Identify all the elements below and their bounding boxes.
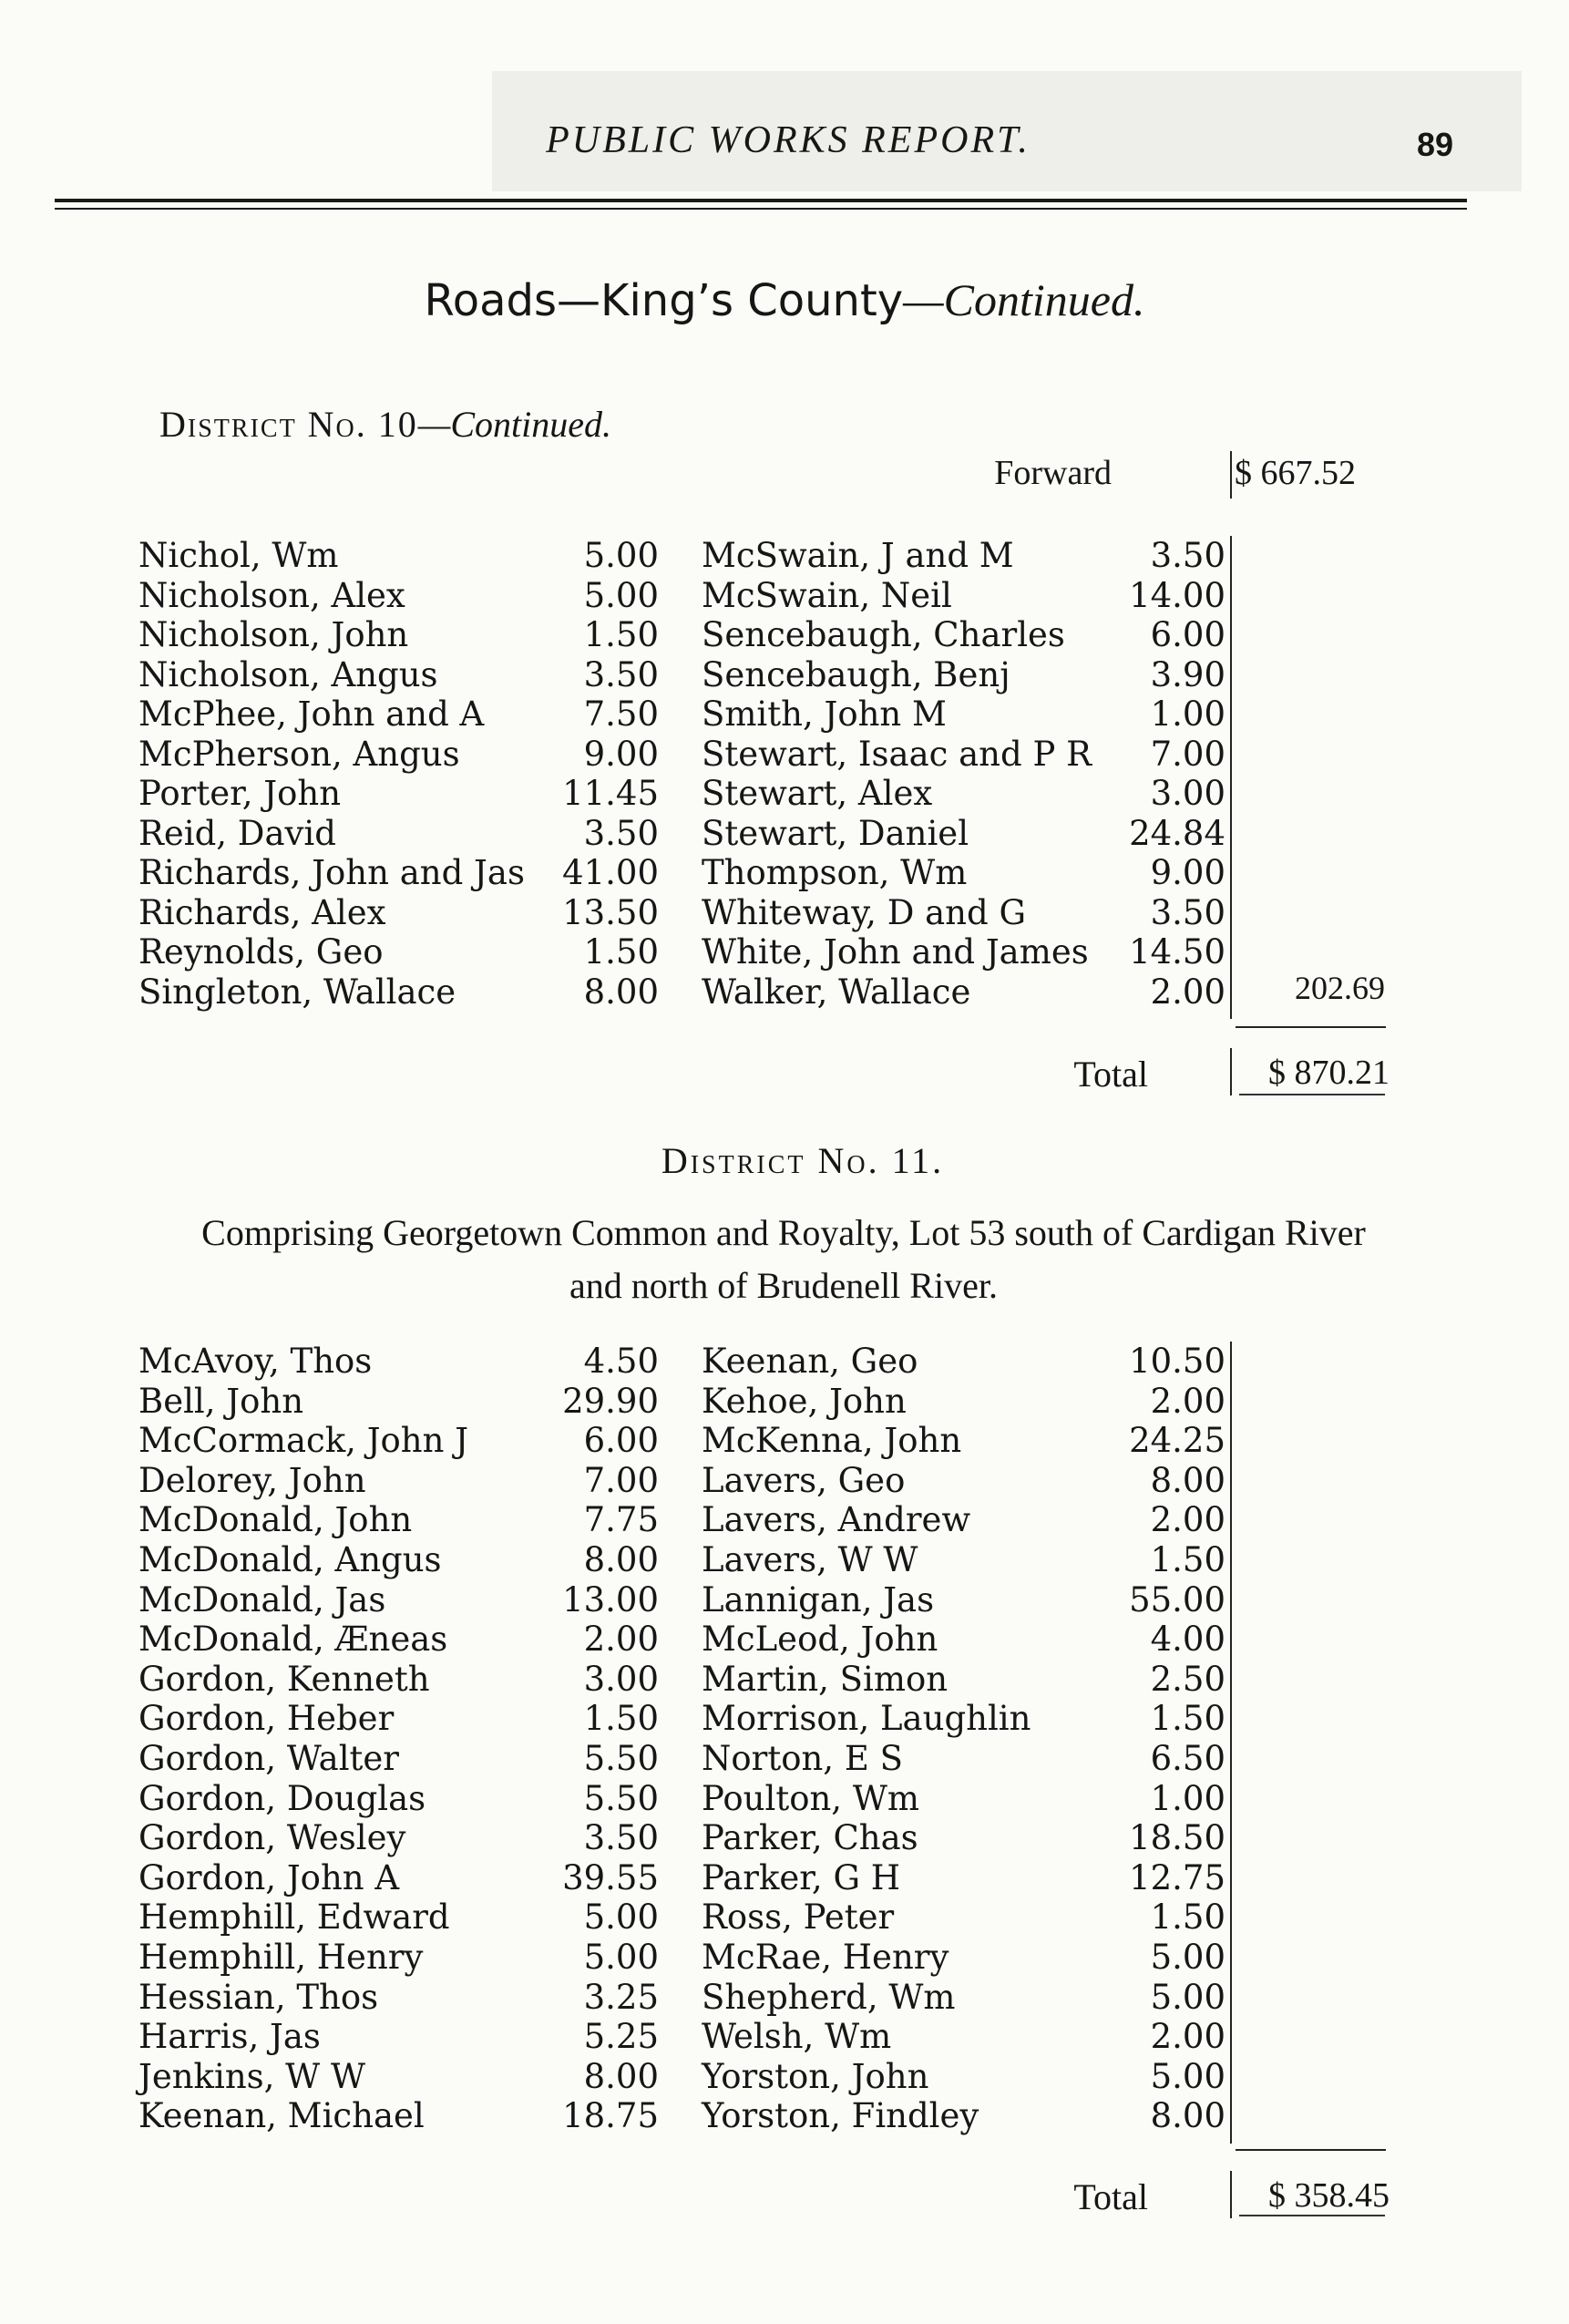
entry-name: Porter, John bbox=[138, 774, 342, 813]
district-11-total-underline bbox=[1239, 2215, 1385, 2216]
entry-name: Thompson, Wm bbox=[702, 853, 968, 892]
entry-name: Hemphill, Edward bbox=[138, 1897, 450, 1938]
entry-amount: 8.00 bbox=[583, 972, 659, 1012]
entry-amount: 2.00 bbox=[1150, 2017, 1225, 2057]
entry-amount: 2.00 bbox=[583, 1620, 659, 1660]
entry-amount: 2.00 bbox=[1150, 1381, 1225, 1421]
entry-name: McDonald, Jas bbox=[138, 1579, 386, 1620]
district-10-heading bbox=[159, 403, 611, 446]
header-rule-thin bbox=[55, 208, 1467, 210]
entry-amount: 3.00 bbox=[1150, 774, 1225, 813]
district-10-total-rule bbox=[1230, 1048, 1232, 1095]
district-10-column-rule bbox=[1230, 536, 1232, 1019]
entry-name: Yorston, Findley bbox=[702, 2096, 979, 2136]
entry-name: Smith, John M bbox=[702, 694, 947, 734]
entry-name: McDonald, Angus bbox=[138, 1540, 442, 1579]
entry-amount: 39.55 bbox=[562, 1857, 659, 1897]
entry-name: Ross, Peter bbox=[702, 1897, 895, 1938]
entry-name: McDonald, John bbox=[138, 1500, 413, 1540]
entry-amount: 1.50 bbox=[1150, 1540, 1225, 1579]
entry-amount: 5.50 bbox=[583, 1739, 659, 1778]
entry-name: McPherson, Angus bbox=[138, 734, 460, 774]
entry-name: Parker, Chas bbox=[702, 1818, 918, 1858]
section-title-main: Roads—King’s County bbox=[424, 275, 904, 326]
running-title: PUBLIC WORKS REPORT. bbox=[546, 119, 1031, 161]
entry-amount: 8.00 bbox=[583, 1540, 659, 1579]
entry-name: McRae, Henry bbox=[702, 1938, 949, 1977]
district-10-total-underline bbox=[1239, 1094, 1385, 1095]
district-11-total-rule bbox=[1230, 2171, 1232, 2218]
district-10-label: District No. 10 bbox=[159, 404, 418, 445]
entry-amount: 2.00 bbox=[1150, 972, 1225, 1012]
entry-amount: 24.25 bbox=[1129, 1421, 1225, 1461]
entry-name: Stewart, Isaac and P R bbox=[702, 734, 1092, 774]
entry-amount: 3.50 bbox=[1150, 536, 1225, 575]
entry-name: Gordon, Douglas bbox=[138, 1778, 426, 1818]
entry-name: Hessian, Thos bbox=[138, 1977, 379, 2017]
forward-amount: $ 667.52 bbox=[1235, 454, 1356, 492]
entry-amount: 14.50 bbox=[1129, 932, 1225, 972]
entry-amount: 3.50 bbox=[583, 1818, 659, 1858]
entry-amount: 1.50 bbox=[583, 615, 659, 654]
entry-amount: 5.00 bbox=[583, 575, 659, 615]
entry-amount: 5.00 bbox=[583, 536, 659, 575]
entry-amount: 5.25 bbox=[583, 2017, 659, 2057]
forward-label: Forward bbox=[994, 454, 1112, 492]
entry-amount: 5.00 bbox=[583, 1938, 659, 1977]
entry-amount: 7.00 bbox=[583, 1460, 659, 1500]
entry-name: Richards, Alex bbox=[138, 892, 386, 932]
entry-amount: 18.50 bbox=[1129, 1818, 1225, 1858]
entry-name: Gordon, John A bbox=[138, 1857, 400, 1897]
entry-name: Gordon, Walter bbox=[138, 1739, 399, 1778]
entry-amount: 2.00 bbox=[1150, 1500, 1225, 1540]
entry-name: Keenan, Michael bbox=[138, 2096, 425, 2136]
entry-amount: 6.00 bbox=[1150, 615, 1225, 654]
entry-amount: 10.50 bbox=[1129, 1342, 1225, 1381]
entry-name: Stewart, Daniel bbox=[702, 813, 969, 853]
forward-column-rule bbox=[1230, 451, 1232, 499]
entry-amount: 6.50 bbox=[1150, 1739, 1225, 1778]
entry-name: Stewart, Alex bbox=[702, 774, 933, 813]
entry-name: Nicholson, John bbox=[138, 615, 409, 654]
entry-amount: 3.00 bbox=[583, 1659, 659, 1699]
entry-amount: 5.50 bbox=[583, 1778, 659, 1818]
entry-amount: 9.00 bbox=[1150, 853, 1225, 892]
entry-name: Parker, G H bbox=[702, 1857, 901, 1897]
entry-amount: 1.50 bbox=[1150, 1897, 1225, 1938]
district-11-description bbox=[36, 1207, 1531, 1312]
entry-amount: 13.00 bbox=[562, 1579, 659, 1620]
entry-amount: 13.50 bbox=[562, 892, 659, 932]
entry-amount: 5.00 bbox=[1150, 1977, 1225, 2017]
entry-amount: 3.90 bbox=[1150, 654, 1225, 694]
entry-amount: 5.00 bbox=[1150, 2056, 1225, 2096]
entry-amount: 7.75 bbox=[583, 1500, 659, 1540]
entry-amount: 18.75 bbox=[562, 2096, 659, 2136]
entry-name: Richards, John and Jas bbox=[138, 853, 525, 892]
entry-amount: 14.00 bbox=[1129, 575, 1225, 615]
district-10-total-label: Total bbox=[1073, 1054, 1148, 1095]
entry-name: Jenkins, W W bbox=[138, 2056, 365, 2096]
entry-name: Lannigan, Jas bbox=[702, 1579, 935, 1620]
entry-amount: 3.50 bbox=[583, 654, 659, 694]
page-number: 89 bbox=[1417, 126, 1454, 163]
entry-name: Nichol, Wm bbox=[138, 536, 339, 575]
district-11-sum-rule bbox=[1236, 2149, 1386, 2151]
entry-name: Sencebaugh, Charles bbox=[702, 615, 1065, 654]
entry-amount: 6.00 bbox=[583, 1421, 659, 1461]
entry-name: McSwain, Neil bbox=[702, 575, 952, 615]
entry-name: Sencebaugh, Benj bbox=[702, 654, 1010, 694]
entry-amount: 11.45 bbox=[562, 774, 659, 813]
entry-name: Delorey, John bbox=[138, 1460, 366, 1500]
entry-name: Keenan, Geo bbox=[702, 1342, 918, 1381]
entry-name: Reynolds, Geo bbox=[138, 932, 384, 972]
district-10-continued: —Continued. bbox=[417, 404, 612, 445]
entry-amount: 3.50 bbox=[583, 813, 659, 853]
description-line-1: Comprising Georgetown Common and Royalty, Lot 53 south of Cardigan River bbox=[201, 1212, 1366, 1253]
entry-amount: 7.00 bbox=[1150, 734, 1225, 774]
entry-name: Yorston, John bbox=[702, 2056, 929, 2096]
entry-amount: 3.25 bbox=[583, 1977, 659, 2017]
entry-name: Bell, John bbox=[138, 1381, 304, 1421]
entry-amount: 1.00 bbox=[1150, 694, 1225, 734]
entry-name: Gordon, Heber bbox=[138, 1699, 395, 1739]
district-10-sum-rule bbox=[1236, 1026, 1386, 1028]
header-rule bbox=[55, 199, 1467, 202]
entry-name: McKenna, John bbox=[702, 1421, 962, 1461]
entry-name: Walker, Wallace bbox=[702, 972, 971, 1012]
entry-name: Harris, Jas bbox=[138, 2017, 321, 2057]
entry-name: Shepherd, Wm bbox=[702, 1977, 956, 2017]
district-11-total-amount: $ 358.45 bbox=[1268, 2176, 1390, 2215]
entry-name: McCormack, John J bbox=[138, 1421, 469, 1461]
entry-name: Welsh, Wm bbox=[702, 2017, 892, 2057]
entry-name: McLeod, John bbox=[702, 1620, 938, 1660]
entry-name: Whiteway, D and G bbox=[702, 892, 1027, 932]
entry-name: Nicholson, Angus bbox=[138, 654, 438, 694]
section-title-continued: —Continued. bbox=[903, 274, 1145, 325]
entry-name: Gordon, Wesley bbox=[138, 1818, 406, 1858]
entry-name: Lavers, W W bbox=[702, 1540, 918, 1579]
entry-amount: 7.50 bbox=[583, 694, 659, 734]
entry-name: White, John and James bbox=[702, 932, 1089, 972]
description-line-2: and north of Brudenell River. bbox=[569, 1265, 998, 1306]
district-10-subtotal: 202.69 bbox=[1295, 970, 1385, 1006]
entry-name: Morrison, Laughlin bbox=[702, 1699, 1031, 1739]
entry-amount: 1.50 bbox=[583, 932, 659, 972]
entry-name: Lavers, Geo bbox=[702, 1460, 906, 1500]
entry-name: Gordon, Kenneth bbox=[138, 1659, 430, 1699]
entry-name: Singleton, Wallace bbox=[138, 972, 456, 1012]
entry-amount: 1.00 bbox=[1150, 1778, 1225, 1818]
district-10-total-amount: $ 870.21 bbox=[1268, 1054, 1390, 1092]
entry-amount: 55.00 bbox=[1129, 1579, 1225, 1620]
entry-amount: 4.50 bbox=[583, 1342, 659, 1381]
entry-name: McDonald, Æneas bbox=[138, 1620, 448, 1660]
entry-name: McPhee, John and A bbox=[138, 694, 485, 734]
entry-name: Martin, Simon bbox=[702, 1659, 949, 1699]
entry-name: Reid, David bbox=[138, 813, 336, 853]
entry-name: Poulton, Wm bbox=[702, 1778, 919, 1818]
entry-amount: 3.50 bbox=[1150, 892, 1225, 932]
entry-amount: 24.84 bbox=[1129, 813, 1225, 853]
entry-name: Lavers, Andrew bbox=[702, 1500, 971, 1540]
entry-amount: 9.00 bbox=[583, 734, 659, 774]
section-title bbox=[0, 273, 1569, 326]
entry-amount: 4.00 bbox=[1150, 1620, 1225, 1660]
district-11-total-label: Total bbox=[1073, 2176, 1148, 2217]
entry-name: Kehoe, John bbox=[702, 1381, 907, 1421]
entry-name: Hemphill, Henry bbox=[138, 1938, 424, 1977]
entry-amount: 1.50 bbox=[1150, 1699, 1225, 1739]
entry-amount: 5.00 bbox=[1150, 1938, 1225, 1977]
entry-amount: 1.50 bbox=[583, 1699, 659, 1739]
entry-name: Nicholson, Alex bbox=[138, 575, 405, 615]
entry-amount: 8.00 bbox=[1150, 2096, 1225, 2136]
entry-amount: 8.00 bbox=[583, 2056, 659, 2096]
entry-amount: 29.90 bbox=[562, 1381, 659, 1421]
entry-amount: 5.00 bbox=[583, 1897, 659, 1938]
entry-name: McAvoy, Thos bbox=[138, 1342, 373, 1381]
entry-amount: 41.00 bbox=[562, 853, 659, 892]
entry-amount: 2.50 bbox=[1150, 1659, 1225, 1699]
entry-name: Norton, E S bbox=[702, 1739, 903, 1778]
entry-amount: 8.00 bbox=[1150, 1460, 1225, 1500]
entry-name: McSwain, J and M bbox=[702, 536, 1014, 575]
entry-amount: 12.75 bbox=[1129, 1857, 1225, 1897]
district-11-column-rule bbox=[1230, 1342, 1232, 2144]
district-11-heading: District No. 11. bbox=[661, 1140, 945, 1181]
